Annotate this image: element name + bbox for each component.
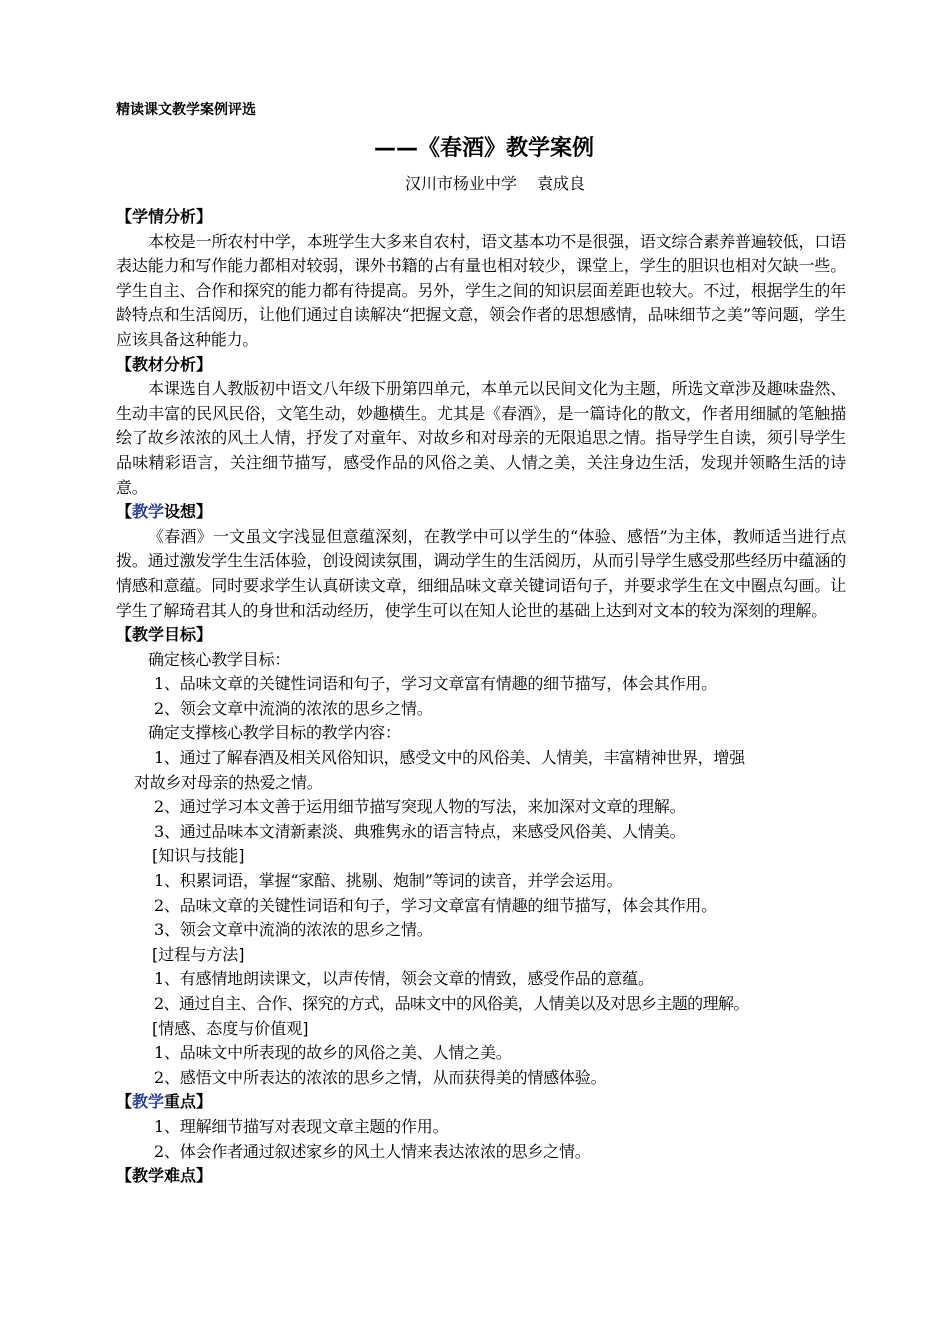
- support-item: 2、通过学习本文善于运用细节描写突现人物的写法，来加深对文章的理解。: [154, 797, 686, 817]
- subheading-zhishi: [知识与技能]: [152, 846, 245, 866]
- zhongdian-item: 1、理解细节描写对表现文章主题的作用。: [154, 1116, 449, 1136]
- section-heading-jiaocai: 【教材分析】: [116, 354, 213, 374]
- section-heading-zhongdian: 【教学重点】: [116, 1092, 213, 1112]
- core-goal-item: 2、领会文章中流淌的浓浓的思乡之情。: [154, 698, 433, 718]
- section-text-jiaocai: 本课选自人教版初中语文八年级下册第四单元，本单元以民间文化为主题，所选文章涉及趣味盎然、生动丰富的民风民俗，文笔生动，妙趣横生。尤其是《春酒》，是一篇诗化的散文，作者用细腻的笔触描绘了故乡浓浓的风土人情，抒发了对童年、对故乡和对母亲的无限追思之情。指导学生自读，须引导学生品味精彩语言，关注细节描写，感受作品的风俗之美、人情之美，关注身边生活，发现并领略生活的诗意。: [116, 379, 846, 497]
- heading-highlight: 教学: [132, 502, 165, 522]
- document-body: [116, 205, 846, 1189]
- author-name: 袁成良: [537, 174, 586, 193]
- support-item: 3、通过品味本文清新素淡、典雅隽永的语言特点，来感受风俗美、人情美。: [154, 821, 686, 841]
- zhongdian-item: 2、体会作者通过叙述家乡的风土人情来表达浓浓的思乡之情。: [154, 1141, 591, 1161]
- document-title: ——《春酒》教学案例: [373, 136, 594, 161]
- subheading-guocheng: [过程与方法]: [152, 944, 245, 964]
- section-heading-xueqing: 【学情分析】: [116, 207, 213, 226]
- subheading-qinggan: [情感、态度与价值观]: [152, 1018, 309, 1038]
- document-kicker: 精读课文教学案例评选: [116, 102, 256, 118]
- guocheng-item: 1、有感情地朗读课文，以声传情，领会文章的情致，感受作品的意蕴。: [154, 969, 654, 989]
- qinggan-item: 2、感悟文中所表达的浓浓的思乡之情，从而获得美的情感体验。: [154, 1067, 607, 1087]
- core-goal-intro: 确定核心教学目标：: [148, 649, 291, 669]
- section-heading-mubiao: 【教学目标】: [116, 625, 213, 645]
- school-name: 汉川市杨业中学: [404, 174, 517, 193]
- zhishi-item: 3、领会文章中流淌的浓浓的思乡之情。: [154, 920, 433, 940]
- core-goal-item: 1、品味文章的关键性词语和句子，学习文章富有情趣的细节描写，体会其作用。: [154, 674, 717, 694]
- section-heading-shexiang: 【教学设想】: [116, 502, 213, 522]
- author-line: [0, 172, 950, 196]
- section-text-xueqing: 本校是一所农村中学，本班学生大多来自农村，语文基本功不是很强，语文综合素养普遍较低，口语表达能力和写作能力都相对较弱，课外书籍的占有量也相对较少，课堂上，学生的胆识也相对欠缺一些。学生自主、合作和探究的能力都有待提高。另外，学生之间的知识层面差距也较大。不过，根据学生的年龄特点和生活阅历，让他们通过自读解决“把握文意，领会作者的思想感情，品味细节之美”等问题，学生应该具备这种能力。: [116, 231, 846, 349]
- support-item: 1、通过了解春酒及相关风俗知识，感受文中的风俗美、人情美，丰富精神世界，增强 对故乡对母亲的热爱之情。: [134, 748, 745, 792]
- zhishi-item: 1、积累词语，掌握“家醅、挑剔、炮制”等词的读音，并学会运用。: [154, 871, 623, 891]
- zhishi-item: 2、品味文章的关键性词语和句子，学习文章富有情趣的细节描写，体会其作用。: [154, 895, 717, 915]
- guocheng-item: 2、通过自主、合作、探究的方式，品味文中的风俗美，人情美以及对思乡主题的理解。: [154, 994, 749, 1013]
- heading-highlight: 教学: [132, 1092, 165, 1112]
- section-heading-nandian: 【教学难点】: [116, 1166, 213, 1186]
- support-intro: 确定支撑核心教学目标的教学内容：: [148, 723, 401, 743]
- qinggan-item: 1、品味文中所表现的故乡的风俗之美、人情之美。: [154, 1043, 512, 1063]
- section-text-shexiang: 《春酒》一文虽文字浅显但意蕴深刻，在教学中可以学生的“体验、感悟”为主体，教师适当进行点拨。通过激发学生生活体验，创设阅读氛围，调动学生的生活阅历，从而引导学生感受那些经历中蕴涵的情感和意蕴。同时要求学生认真研读文章，细细品味文章关键词语句子，并要求学生在文中圈点勾画。让学生了解琦君其人的身世和活动经历，使学生可以在知人论世的基础上达到对文本的较为深刻的理解。: [116, 526, 846, 620]
